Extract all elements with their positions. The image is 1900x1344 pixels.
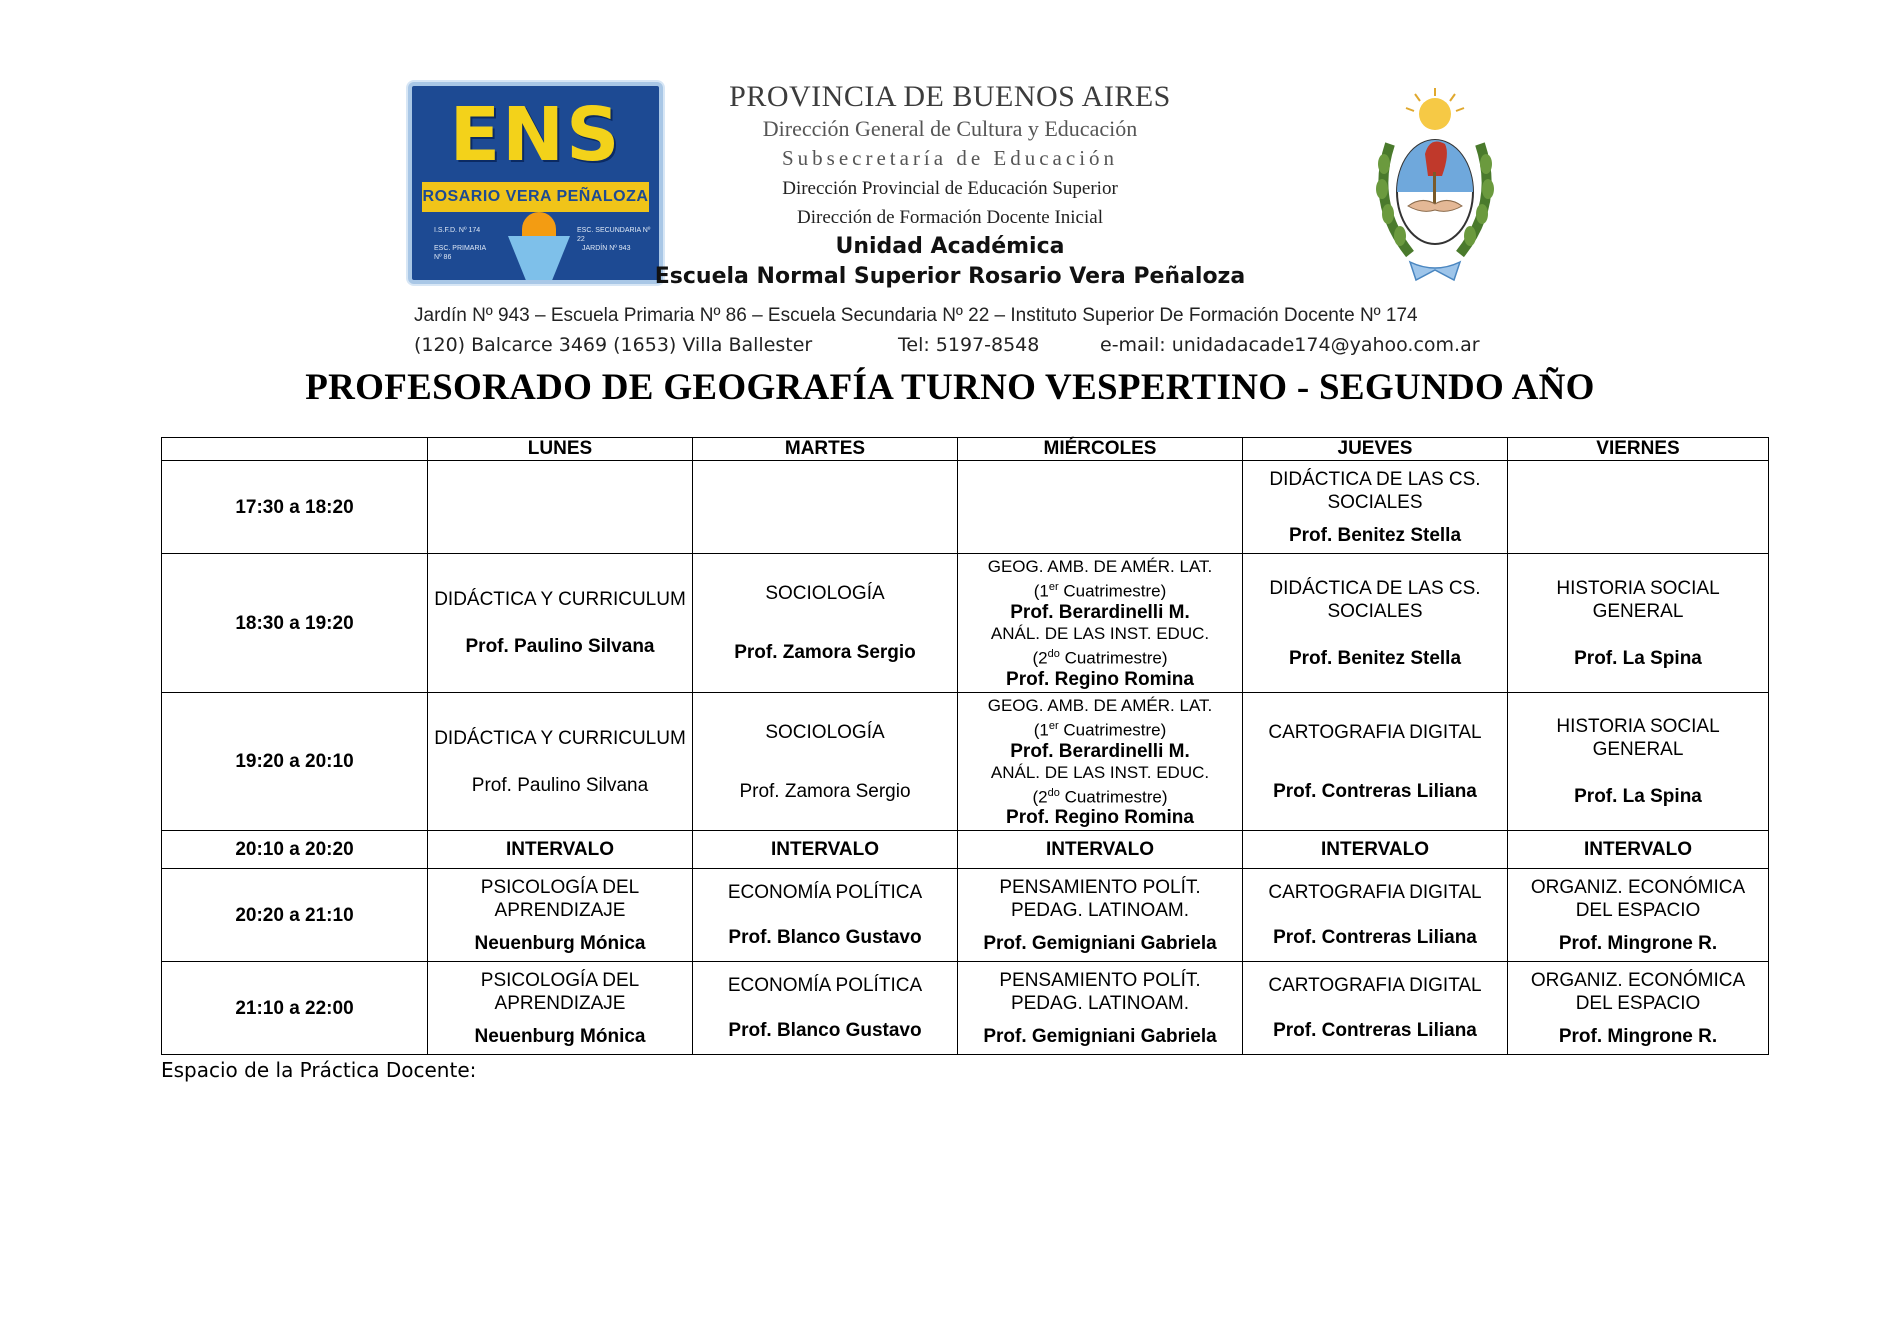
professor: Prof. Mingrone R. [1558,1025,1718,1047]
interval-cell: INTERVALO [958,831,1243,869]
professor: Prof. Zamora Sergio [734,642,916,663]
subject: ORGANIZ. ECONÓMICA DEL ESPACIO [1530,969,1746,1014]
header-direccion-provincial: Dirección Provincial de Educación Superior [782,178,1118,199]
day-header: JUEVES [1243,438,1508,461]
professor: Prof. Paulino Silvana [465,636,655,657]
interval-cell: INTERVALO [693,831,958,869]
professor: Prof. Contreras Liliana [1273,780,1477,802]
subject: ECONOMÍA POLÍTICA [727,882,923,903]
professor: Prof. La Spina [1574,647,1702,669]
professor: Prof. Regino Romina [1006,668,1194,690]
time-cell: 18:30 a 19:20 [162,554,428,693]
table-row [162,693,1769,831]
class-cell [693,693,958,831]
class-cell [428,869,693,962]
header-province: PROVINCIA DE BUENOS AIRES [729,80,1171,113]
class-cell [1508,554,1769,693]
subject: DIDÁCTICA Y CURRICULUM [434,727,686,749]
table-row [162,831,1769,869]
day-header: VIERNES [1508,438,1769,461]
professor: Prof. Berardinelli M. [1010,602,1190,623]
class-cell [1508,869,1769,962]
professor: Prof. Regino Romina [1006,807,1194,829]
corner-cell [162,438,428,461]
time-cell: 19:20 a 20:10 [162,693,428,831]
term: (1er Cuatrimestre) [1033,581,1167,601]
subject: GEOG. AMB. DE AMÉR. LAT. [987,695,1213,715]
class-cell [958,693,1243,831]
class-cell [1508,962,1769,1055]
class-cell [693,461,958,554]
class-cell [428,693,693,831]
class-cell [693,554,958,693]
class-cell [693,962,958,1055]
class-cell [1243,461,1508,554]
interval-cell: INTERVALO [1508,831,1769,869]
header-direccion-formacion: Dirección de Formación Docente Inicial [797,207,1103,228]
coat-of-arms-icon [1370,84,1500,290]
day-header: MIÉRCOLES [958,438,1243,461]
class-cell [958,461,1243,554]
interval-cell: INTERVALO [1243,831,1508,869]
class-cell [428,962,693,1055]
table-row [162,962,1769,1055]
subject: HISTORIA SOCIAL GENERAL [1556,716,1720,760]
professor: Prof. Berardinelli M. [1010,740,1190,762]
logo-mini-text: I.S.F.D. Nº 174 [434,227,481,234]
subject: GEOG. AMB. DE AMÉR. LAT. [987,557,1213,577]
interval-cell: INTERVALO [428,831,693,869]
subject: PENSAMIENTO POLÍT. PEDAG. LATINOAM. [999,969,1201,1014]
class-cell [428,554,693,693]
professor: Prof. Zamora Sergio [739,780,911,802]
class-cell [693,869,958,962]
class-cell [1243,693,1508,831]
subject: DIDÁCTICA DE LAS CS. SOCIALES [1269,577,1481,622]
class-cell [428,461,693,554]
address: (120) Balcarce 3469 (1653) Villa Ballester [414,334,813,356]
class-cell [1508,461,1769,554]
class-cell [1243,554,1508,693]
term: ($2^{do}$ Cuatrimestre) [1032,648,1168,668]
logo-mini-text: ESC. SECUNDARIA Nº 22 [577,227,651,243]
time-cell: 20:10 a 20:20 [162,831,428,869]
subject: CARTOGRAFIA DIGITAL [1268,975,1482,996]
header-row [162,438,1769,461]
class-cell [1243,869,1508,962]
subject: ORGANIZ. ECONÓMICA DEL ESPACIO [1530,876,1746,921]
subject: ANÁL. DE LAS INST. EDUC. [990,624,1210,643]
practice-note: Espacio de la Práctica Docente: [161,1058,477,1082]
table-row [162,554,1769,693]
book-icon [508,236,570,282]
professor: Prof. La Spina [1574,786,1702,807]
logo-letters: ENS [449,92,622,178]
professor: Prof. Benitez Stella [1288,647,1462,669]
email: e-mail: unidadacade174@yahoo.com.ar [1100,334,1480,356]
table-row [162,461,1769,554]
day-header: MARTES [693,438,958,461]
logo-band-text: ROSARIO VERA PEÑALOZA [422,188,649,205]
class-cell [958,962,1243,1055]
professor: Prof. Contreras Liliana [1273,1020,1477,1041]
subject: PENSAMIENTO POLÍT. PEDAG. LATINOAM. [999,876,1201,921]
subject: SOCIOLOGÍA [765,721,885,743]
header-subsecretaria: Subsecretaría de Educación [781,146,1119,170]
subject: PSICOLOGÍA DEL APRENDIZAJE [480,876,640,921]
logo-mini-text: ESC. PRIMARIA Nº 86 [434,245,486,261]
professor: Prof. Gemigniani Gabriela [983,1025,1217,1047]
subject: DIDÁCTICA DE LAS CS. SOCIALES [1269,468,1481,513]
class-cell [1508,693,1769,831]
professor: Neuenburg Mónica [474,932,646,954]
subject: ECONOMÍA POLÍTICA [727,975,923,996]
page-title: PROFESORADO DE GEOGRAFÍA TURNO VESPERTINO - SEGUNDO AÑO [305,367,1595,408]
subject: CARTOGRAFIA DIGITAL [1268,882,1482,903]
subject: PSICOLOGÍA DEL APRENDIZAJE [480,969,640,1014]
term: ($2^{do}$ Cuatrimestre) [1032,786,1168,807]
subject: SOCIOLOGÍA [765,583,885,604]
time-cell: 20:20 a 21:10 [162,869,428,962]
professor: Prof. Benitez Stella [1288,524,1462,546]
subject: HISTORIA SOCIAL GENERAL [1556,577,1720,622]
class-cell [1243,962,1508,1055]
time-cell: 21:10 a 22:00 [162,962,428,1055]
professor: Prof. Mingrone R. [1558,932,1718,954]
subject: ANÁL. DE LAS INST. EDUC. [990,762,1210,782]
header-direccion-general: Dirección General de Cultura y Educación [762,116,1138,141]
institutions-line: Jardín Nº 943 – Escuela Primaria Nº 86 – Escuela Secundaria Nº 22 – Instituto Superior De Formación Docente Nº 174 [414,305,1418,326]
phone: Tel: 5197-8548 [898,334,1040,356]
table-row [162,869,1769,962]
term: (1er Cuatrimestre) [1033,719,1167,740]
professor: Prof. Contreras Liliana [1273,927,1477,948]
subject: DIDÁCTICA Y CURRICULUM [434,589,686,610]
header-unidad: Unidad Académica [835,234,1065,259]
professor: Prof. Paulino Silvana [471,774,649,796]
professor: Neuenburg Mónica [474,1025,646,1047]
class-cell [958,554,1243,693]
time-cell: 17:30 a 18:20 [162,461,428,554]
schedule-table [161,437,1769,1055]
professor: Prof. Blanco Gustavo [728,1020,922,1041]
class-cell [958,869,1243,962]
professor: Prof. Gemigniani Gabriela [983,932,1217,954]
logo-mini-text: JARDÍN Nº 943 [582,245,631,252]
header-escuela: Escuela Normal Superior Rosario Vera Peñaloza [654,264,1246,289]
subject: CARTOGRAFIA DIGITAL [1268,721,1482,743]
day-header: LUNES [428,438,693,461]
professor: Prof. Blanco Gustavo [728,927,922,948]
